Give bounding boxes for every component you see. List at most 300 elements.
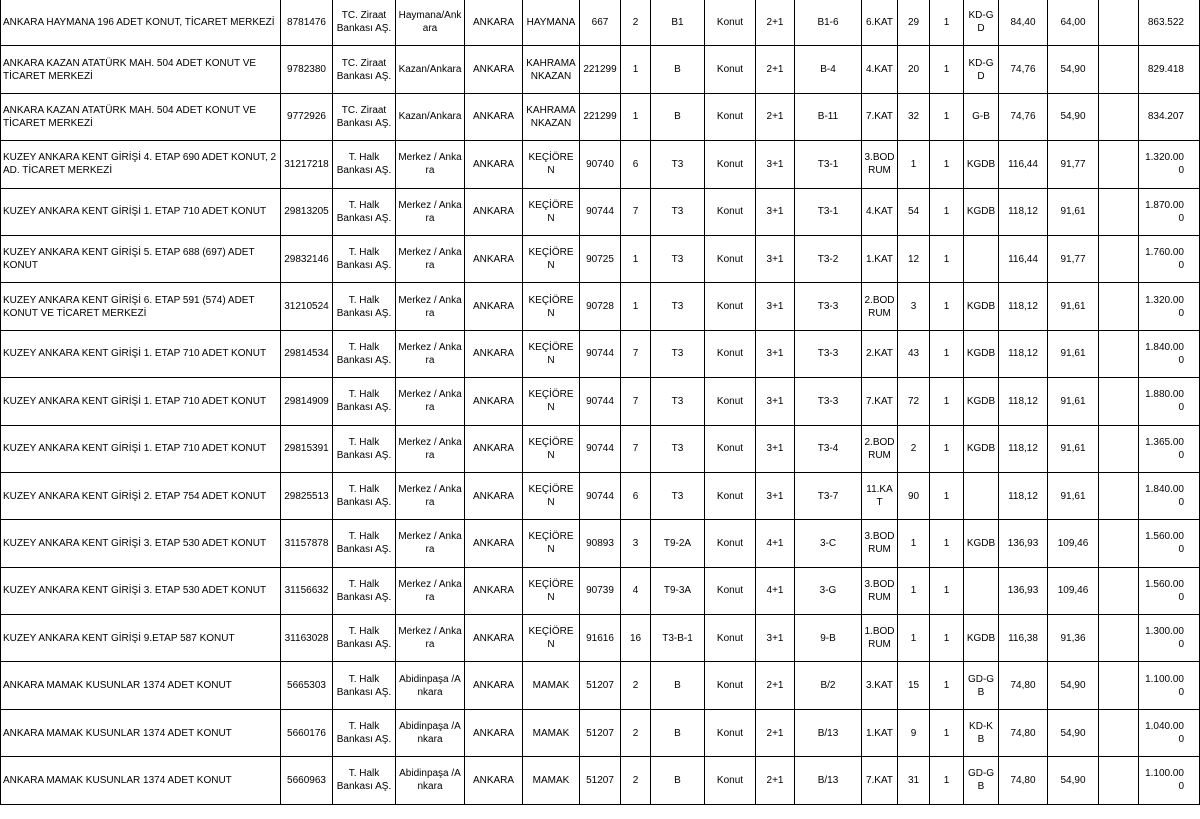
table-row (1, 0, 1200, 46)
block-no-cell: 51207 (580, 662, 621, 709)
province-cell: ANKARA (465, 378, 523, 425)
block-no-cell: 90744 (580, 188, 621, 235)
unit-cell: T3-1 (795, 188, 862, 235)
empty-cell (1099, 330, 1139, 377)
count-cell: 1 (930, 425, 964, 472)
district-cell: KEÇİÖREN (523, 472, 580, 519)
floor-cell: 1.KAT (862, 235, 898, 282)
gross-area-cell: 84,40 (999, 0, 1048, 46)
facade-cell: G-B (964, 93, 999, 140)
contract-no-cell: 29815391 (281, 425, 333, 472)
district-cell: MAMAK (523, 662, 580, 709)
unit-cell: T3-3 (795, 283, 862, 330)
district-cell: MAMAK (523, 709, 580, 756)
block-no-cell: 667 (580, 0, 621, 46)
building-cell: T3 (651, 188, 705, 235)
net-area-cell: 91,61 (1048, 330, 1099, 377)
province-cell: ANKARA (465, 46, 523, 93)
unit-cell: T3-7 (795, 472, 862, 519)
floor-cell: 7.KAT (862, 757, 898, 804)
net-area-cell: 109,46 (1048, 520, 1099, 567)
room-count-cell: 3+1 (756, 283, 795, 330)
room-count-cell: 3+1 (756, 378, 795, 425)
net-area-cell: 91,61 (1048, 378, 1099, 425)
unit-cell: B/2 (795, 662, 862, 709)
bank-cell: T. Halk Bankası AŞ. (333, 141, 396, 188)
branch-cell: Kazan/Ankara (396, 46, 465, 93)
block-no-cell: 90740 (580, 141, 621, 188)
contract-no-cell: 29832146 (281, 235, 333, 282)
province-cell: ANKARA (465, 615, 523, 662)
price-cell: 1.870.000 (1139, 188, 1200, 235)
contract-no-cell: 29814909 (281, 378, 333, 425)
contract-no-cell: 29814534 (281, 330, 333, 377)
branch-cell: Merkez / Ankara (396, 567, 465, 614)
building-cell: T3 (651, 283, 705, 330)
branch-cell: Abidinpaşa /Ankara (396, 662, 465, 709)
project-name-cell: ANKARA HAYMANA 196 ADET KONUT, TİCARET MERKEZİ (1, 0, 281, 46)
block-no-cell: 90744 (580, 378, 621, 425)
price-cell: 1.320.000 (1139, 283, 1200, 330)
type-cell: Konut (705, 757, 756, 804)
unit-cell: 3-C (795, 520, 862, 567)
room-count-cell: 2+1 (756, 709, 795, 756)
project-name-cell: KUZEY ANKARA KENT GİRİŞİ 4. ETAP 690 ADET KONUT, 2 AD. TİCARET MERKEZİ (1, 141, 281, 188)
unit-cell: B-4 (795, 46, 862, 93)
table-row (1, 615, 1200, 662)
parcel-cell: 6 (621, 472, 651, 519)
district-cell: KEÇİÖREN (523, 567, 580, 614)
type-cell: Konut (705, 615, 756, 662)
district-cell: HAYMANA (523, 0, 580, 46)
table-row (1, 141, 1200, 188)
contract-no-cell: 31210524 (281, 283, 333, 330)
empty-cell (1099, 378, 1139, 425)
net-area-cell: 54,90 (1048, 662, 1099, 709)
gross-area-cell: 116,44 (999, 235, 1048, 282)
door-no-cell: 1 (898, 141, 930, 188)
type-cell: Konut (705, 330, 756, 377)
gross-area-cell: 74,80 (999, 757, 1048, 804)
gross-area-cell: 74,76 (999, 46, 1048, 93)
building-cell: T9-3A (651, 567, 705, 614)
price-cell: 1.560.000 (1139, 520, 1200, 567)
block-no-cell: 221299 (580, 93, 621, 140)
province-cell: ANKARA (465, 283, 523, 330)
project-name-cell: ANKARA KAZAN ATATÜRK MAH. 504 ADET KONUT VE TİCARET MERKEZİ (1, 46, 281, 93)
table-row (1, 283, 1200, 330)
type-cell: Konut (705, 662, 756, 709)
table-row (1, 235, 1200, 282)
net-area-cell: 91,61 (1048, 188, 1099, 235)
parcel-cell: 6 (621, 141, 651, 188)
facade-cell: GD-GB (964, 662, 999, 709)
gross-area-cell: 74,76 (999, 93, 1048, 140)
price-cell: 1.840.000 (1139, 330, 1200, 377)
branch-cell: Merkez / Ankara (396, 330, 465, 377)
net-area-cell: 91,61 (1048, 283, 1099, 330)
floor-cell: 1.BODRUM (862, 615, 898, 662)
unit-cell: T3-3 (795, 378, 862, 425)
table-row (1, 520, 1200, 567)
table-row (1, 709, 1200, 756)
facade-cell: KGDB (964, 188, 999, 235)
bank-cell: T. Halk Bankası AŞ. (333, 472, 396, 519)
type-cell: Konut (705, 46, 756, 93)
block-no-cell: 90744 (580, 330, 621, 377)
table-row (1, 567, 1200, 614)
empty-cell (1099, 567, 1139, 614)
building-cell: T3 (651, 472, 705, 519)
branch-cell: Kazan/Ankara (396, 93, 465, 140)
empty-cell (1099, 520, 1139, 567)
project-name-cell: ANKARA KAZAN ATATÜRK MAH. 504 ADET KONUT VE TİCARET MERKEZİ (1, 93, 281, 140)
door-no-cell: 54 (898, 188, 930, 235)
district-cell: KEÇİÖREN (523, 141, 580, 188)
project-name-cell: KUZEY ANKARA KENT GİRİŞİ 1. ETAP 710 ADET KONUT (1, 188, 281, 235)
parcel-cell: 1 (621, 93, 651, 140)
price-cell: 1.880.000 (1139, 378, 1200, 425)
block-no-cell: 51207 (580, 709, 621, 756)
contract-no-cell: 29825513 (281, 472, 333, 519)
facade-cell: KGDB (964, 330, 999, 377)
room-count-cell: 2+1 (756, 93, 795, 140)
door-no-cell: 15 (898, 662, 930, 709)
facade-cell (964, 472, 999, 519)
net-area-cell: 54,90 (1048, 709, 1099, 756)
bank-cell: T. Halk Bankası AŞ. (333, 615, 396, 662)
unit-cell: T3-4 (795, 425, 862, 472)
count-cell: 1 (930, 188, 964, 235)
contract-no-cell: 5660963 (281, 757, 333, 804)
parcel-cell: 4 (621, 567, 651, 614)
province-cell: ANKARA (465, 141, 523, 188)
branch-cell: Merkez / Ankara (396, 188, 465, 235)
door-no-cell: 72 (898, 378, 930, 425)
empty-cell (1099, 283, 1139, 330)
district-cell: KEÇİÖREN (523, 330, 580, 377)
facade-cell (964, 567, 999, 614)
district-cell: KEÇİÖREN (523, 520, 580, 567)
room-count-cell: 2+1 (756, 46, 795, 93)
floor-cell: 7.KAT (862, 378, 898, 425)
door-no-cell: 1 (898, 520, 930, 567)
block-no-cell: 90744 (580, 425, 621, 472)
room-count-cell: 4+1 (756, 520, 795, 567)
facade-cell: KGDB (964, 615, 999, 662)
empty-cell (1099, 93, 1139, 140)
count-cell: 1 (930, 378, 964, 425)
facade-cell: KD-KB (964, 709, 999, 756)
contract-no-cell: 31157878 (281, 520, 333, 567)
province-cell: ANKARA (465, 567, 523, 614)
contract-no-cell: 29813205 (281, 188, 333, 235)
count-cell: 1 (930, 235, 964, 282)
building-cell: B (651, 757, 705, 804)
gross-area-cell: 118,12 (999, 472, 1048, 519)
parcel-cell: 2 (621, 662, 651, 709)
province-cell: ANKARA (465, 330, 523, 377)
bank-cell: T. Halk Bankası AŞ. (333, 425, 396, 472)
price-cell: 829.418 (1139, 46, 1200, 93)
room-count-cell: 2+1 (756, 0, 795, 46)
province-cell: ANKARA (465, 520, 523, 567)
type-cell: Konut (705, 188, 756, 235)
price-cell: 1.560.000 (1139, 567, 1200, 614)
province-cell: ANKARA (465, 235, 523, 282)
project-name-cell: KUZEY ANKARA KENT GİRİŞİ 5. ETAP 688 (697) ADET KONUT (1, 235, 281, 282)
type-cell: Konut (705, 520, 756, 567)
branch-cell: Merkez / Ankara (396, 235, 465, 282)
bank-cell: TC. Ziraat Bankası AŞ. (333, 46, 396, 93)
branch-cell: Abidinpaşa /Ankara (396, 709, 465, 756)
floor-cell: 3.BODRUM (862, 567, 898, 614)
branch-cell: Merkez / Ankara (396, 520, 465, 567)
building-cell: T3-B-1 (651, 615, 705, 662)
count-cell: 1 (930, 615, 964, 662)
unit-cell: B1-6 (795, 0, 862, 46)
count-cell: 1 (930, 757, 964, 804)
province-cell: ANKARA (465, 93, 523, 140)
floor-cell: 4.KAT (862, 188, 898, 235)
building-cell: B (651, 662, 705, 709)
facade-cell: KGDB (964, 378, 999, 425)
gross-area-cell: 74,80 (999, 709, 1048, 756)
unit-cell: T3-3 (795, 330, 862, 377)
project-name-cell: KUZEY ANKARA KENT GİRİŞİ 3. ETAP 530 ADET KONUT (1, 567, 281, 614)
type-cell: Konut (705, 472, 756, 519)
door-no-cell: 12 (898, 235, 930, 282)
unit-cell: B-11 (795, 93, 862, 140)
door-no-cell: 1 (898, 567, 930, 614)
parcel-cell: 2 (621, 0, 651, 46)
door-no-cell: 43 (898, 330, 930, 377)
type-cell: Konut (705, 567, 756, 614)
unit-cell: 3-G (795, 567, 862, 614)
building-cell: B1 (651, 0, 705, 46)
gross-area-cell: 118,12 (999, 283, 1048, 330)
district-cell: KEÇİÖREN (523, 235, 580, 282)
empty-cell (1099, 662, 1139, 709)
empty-cell (1099, 425, 1139, 472)
parcel-cell: 7 (621, 330, 651, 377)
contract-no-cell: 31163028 (281, 615, 333, 662)
net-area-cell: 54,90 (1048, 46, 1099, 93)
district-cell: KAHRAMANKAZAN (523, 46, 580, 93)
price-cell: 1.100.000 (1139, 662, 1200, 709)
block-no-cell: 90893 (580, 520, 621, 567)
province-cell: ANKARA (465, 662, 523, 709)
gross-area-cell: 116,44 (999, 141, 1048, 188)
bank-cell: T. Halk Bankası AŞ. (333, 520, 396, 567)
unit-cell: B/13 (795, 709, 862, 756)
table-row (1, 757, 1200, 804)
province-cell: ANKARA (465, 188, 523, 235)
block-no-cell: 91616 (580, 615, 621, 662)
building-cell: T3 (651, 235, 705, 282)
net-area-cell: 91,36 (1048, 615, 1099, 662)
parcel-cell: 1 (621, 46, 651, 93)
table-row (1, 378, 1200, 425)
project-name-cell: KUZEY ANKARA KENT GİRİŞİ 1. ETAP 710 ADET KONUT (1, 378, 281, 425)
district-cell: KEÇİÖREN (523, 188, 580, 235)
door-no-cell: 90 (898, 472, 930, 519)
building-cell: T3 (651, 378, 705, 425)
empty-cell (1099, 615, 1139, 662)
unit-cell: T3-1 (795, 141, 862, 188)
price-cell: 1.300.000 (1139, 615, 1200, 662)
room-count-cell: 2+1 (756, 662, 795, 709)
empty-cell (1099, 757, 1139, 804)
door-no-cell: 32 (898, 93, 930, 140)
bank-cell: T. Halk Bankası AŞ. (333, 567, 396, 614)
empty-cell (1099, 709, 1139, 756)
project-name-cell: ANKARA MAMAK KUSUNLAR 1374 ADET KONUT (1, 709, 281, 756)
room-count-cell: 4+1 (756, 567, 795, 614)
type-cell: Konut (705, 235, 756, 282)
building-cell: B (651, 709, 705, 756)
count-cell: 1 (930, 283, 964, 330)
contract-no-cell: 31217218 (281, 141, 333, 188)
empty-cell (1099, 235, 1139, 282)
bank-cell: T. Halk Bankası AŞ. (333, 235, 396, 282)
empty-cell (1099, 0, 1139, 46)
room-count-cell: 3+1 (756, 235, 795, 282)
building-cell: T3 (651, 141, 705, 188)
type-cell: Konut (705, 709, 756, 756)
block-no-cell: 51207 (580, 757, 621, 804)
table-row (1, 425, 1200, 472)
door-no-cell: 9 (898, 709, 930, 756)
branch-cell: Merkez / Ankara (396, 472, 465, 519)
province-cell: ANKARA (465, 709, 523, 756)
branch-cell: Abidinpaşa /Ankara (396, 757, 465, 804)
district-cell: KEÇİÖREN (523, 425, 580, 472)
block-no-cell: 90739 (580, 567, 621, 614)
district-cell: KEÇİÖREN (523, 378, 580, 425)
district-cell: KAHRAMANKAZAN (523, 93, 580, 140)
facade-cell (964, 235, 999, 282)
block-no-cell: 221299 (580, 46, 621, 93)
building-cell: T9-2A (651, 520, 705, 567)
count-cell: 1 (930, 330, 964, 377)
door-no-cell: 2 (898, 425, 930, 472)
unit-cell: B/13 (795, 757, 862, 804)
type-cell: Konut (705, 0, 756, 46)
price-cell: 863.522 (1139, 0, 1200, 46)
type-cell: Konut (705, 425, 756, 472)
table-row (1, 330, 1200, 377)
price-cell: 834.207 (1139, 93, 1200, 140)
bank-cell: TC. Ziraat Bankası AŞ. (333, 0, 396, 46)
building-cell: B (651, 93, 705, 140)
block-no-cell: 90728 (580, 283, 621, 330)
block-no-cell: 90744 (580, 472, 621, 519)
parcel-cell: 7 (621, 188, 651, 235)
branch-cell: Merkez / Ankara (396, 615, 465, 662)
project-name-cell: ANKARA MAMAK KUSUNLAR 1374 ADET KONUT (1, 757, 281, 804)
project-name-cell: ANKARA MAMAK KUSUNLAR 1374 ADET KONUT (1, 662, 281, 709)
bank-cell: TC. Ziraat Bankası AŞ. (333, 93, 396, 140)
province-cell: ANKARA (465, 425, 523, 472)
parcel-cell: 7 (621, 425, 651, 472)
floor-cell: 6.KAT (862, 0, 898, 46)
floor-cell: 11.KAT (862, 472, 898, 519)
parcel-cell: 7 (621, 378, 651, 425)
type-cell: Konut (705, 283, 756, 330)
gross-area-cell: 118,12 (999, 330, 1048, 377)
district-cell: KEÇİÖREN (523, 283, 580, 330)
floor-cell: 1.KAT (862, 709, 898, 756)
count-cell: 1 (930, 520, 964, 567)
type-cell: Konut (705, 378, 756, 425)
net-area-cell: 54,90 (1048, 93, 1099, 140)
door-no-cell: 3 (898, 283, 930, 330)
bank-cell: T. Halk Bankası AŞ. (333, 188, 396, 235)
room-count-cell: 2+1 (756, 757, 795, 804)
count-cell: 1 (930, 0, 964, 46)
contract-no-cell: 9772926 (281, 93, 333, 140)
project-name-cell: KUZEY ANKARA KENT GİRİŞİ 3. ETAP 530 ADET KONUT (1, 520, 281, 567)
building-cell: T3 (651, 425, 705, 472)
facade-cell: GD-GB (964, 757, 999, 804)
count-cell: 1 (930, 472, 964, 519)
facade-cell: KD-GD (964, 0, 999, 46)
contract-no-cell: 5660176 (281, 709, 333, 756)
table-row (1, 93, 1200, 140)
count-cell: 1 (930, 46, 964, 93)
parcel-cell: 1 (621, 283, 651, 330)
room-count-cell: 3+1 (756, 188, 795, 235)
province-cell: ANKARA (465, 0, 523, 46)
door-no-cell: 31 (898, 757, 930, 804)
door-no-cell: 29 (898, 0, 930, 46)
contract-no-cell: 5665303 (281, 662, 333, 709)
net-area-cell: 91,77 (1048, 141, 1099, 188)
gross-area-cell: 118,12 (999, 425, 1048, 472)
net-area-cell: 64,00 (1048, 0, 1099, 46)
table-row (1, 472, 1200, 519)
parcel-cell: 2 (621, 709, 651, 756)
bank-cell: T. Halk Bankası AŞ. (333, 662, 396, 709)
price-cell: 1.040.000 (1139, 709, 1200, 756)
unit-cell: T3-2 (795, 235, 862, 282)
floor-cell: 2.BODRUM (862, 283, 898, 330)
room-count-cell: 3+1 (756, 330, 795, 377)
type-cell: Konut (705, 93, 756, 140)
branch-cell: Haymana/Ankara (396, 0, 465, 46)
table-row (1, 46, 1200, 93)
facade-cell: KGDB (964, 283, 999, 330)
price-cell: 1.840.000 (1139, 472, 1200, 519)
facade-cell: KGDB (964, 425, 999, 472)
branch-cell: Merkez / Ankara (396, 283, 465, 330)
price-cell: 1.365.000 (1139, 425, 1200, 472)
block-no-cell: 90725 (580, 235, 621, 282)
net-area-cell: 91,61 (1048, 472, 1099, 519)
floor-cell: 3.KAT (862, 662, 898, 709)
project-name-cell: KUZEY ANKARA KENT GİRİŞİ 1. ETAP 710 ADET KONUT (1, 425, 281, 472)
floor-cell: 3.BODRUM (862, 141, 898, 188)
count-cell: 1 (930, 93, 964, 140)
net-area-cell: 54,90 (1048, 757, 1099, 804)
room-count-cell: 3+1 (756, 615, 795, 662)
gross-area-cell: 136,93 (999, 520, 1048, 567)
branch-cell: Merkez / Ankara (396, 425, 465, 472)
net-area-cell: 91,77 (1048, 235, 1099, 282)
bank-cell: T. Halk Bankası AŞ. (333, 330, 396, 377)
bank-cell: T. Halk Bankası AŞ. (333, 378, 396, 425)
